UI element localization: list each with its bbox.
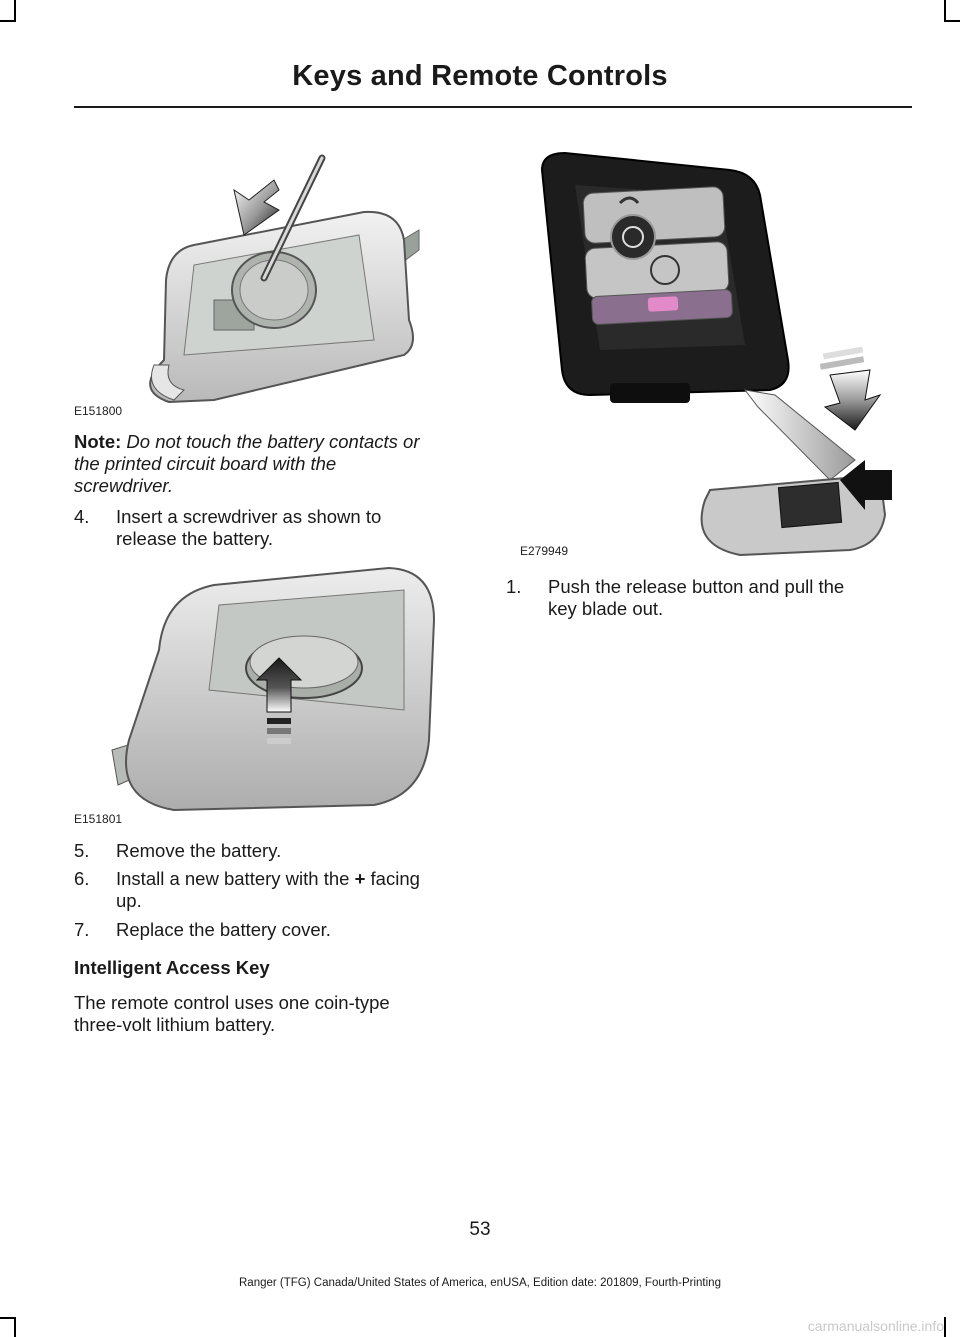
step-number: 7. xyxy=(74,919,90,940)
step-text: release the battery. xyxy=(116,528,273,549)
section-heading: Intelligent Access Key xyxy=(74,957,270,978)
battery-release-illustration xyxy=(104,560,464,820)
note-text: the printed circuit board with the xyxy=(74,453,337,474)
step-text: Install a new battery with the xyxy=(116,868,355,889)
crop-mark xyxy=(14,0,16,20)
step-number: 5. xyxy=(74,840,90,861)
footer-edition: Ranger (TFG) Canada/United States of America, enUSA, Edition date: 201809, Fourth-Printing xyxy=(239,1277,721,1289)
crop-mark xyxy=(0,20,16,22)
step-item xyxy=(506,576,916,622)
figure-fob-screwdriver xyxy=(74,150,474,420)
step-number: 4. xyxy=(74,506,90,527)
figure-id: E151801 xyxy=(74,812,123,826)
step-item xyxy=(74,868,494,914)
crop-mark xyxy=(944,0,946,20)
step-text: Push the release button and pull the xyxy=(548,576,845,597)
step-text: Insert a screwdriver as shown to xyxy=(116,506,382,527)
step-text: Remove the battery. xyxy=(116,840,282,861)
step-item xyxy=(74,506,484,552)
crop-mark xyxy=(944,20,960,22)
step-text: up. xyxy=(116,890,142,911)
fob-screwdriver-illustration xyxy=(74,150,474,420)
note-text: Do not touch the battery contacts or xyxy=(126,431,420,452)
note-label: Note: xyxy=(74,431,122,452)
crop-mark xyxy=(14,1317,16,1337)
body-text: three-volt lithium battery. xyxy=(74,1014,276,1035)
figure-intelligent-key xyxy=(520,145,912,560)
figure-id: E151800 xyxy=(74,404,123,418)
step-item xyxy=(74,919,484,943)
crop-mark xyxy=(0,1317,16,1319)
page-title: Keys and Remote Controls xyxy=(292,60,668,92)
step-number: 1. xyxy=(506,576,522,597)
step-number: 6. xyxy=(74,868,90,889)
header-rule xyxy=(74,106,912,108)
figure-id: E279949 xyxy=(520,544,569,558)
plus-symbol: + xyxy=(354,868,366,889)
intelligent-key-illustration xyxy=(520,145,912,560)
figure-battery-release xyxy=(104,560,464,820)
section-body xyxy=(74,992,484,1036)
step-text: key blade out. xyxy=(548,598,664,619)
step-text: Replace the battery cover. xyxy=(116,919,331,940)
watermark: carmanualsonline.info xyxy=(807,1318,944,1334)
step-item xyxy=(74,840,484,864)
step-text: facing xyxy=(365,868,420,889)
note-paragraph xyxy=(74,431,484,497)
page-number: 53 xyxy=(469,1219,491,1240)
note-text: screwdriver. xyxy=(74,475,174,496)
crop-mark xyxy=(944,1317,946,1337)
body-text: The remote control uses one coin-type xyxy=(74,992,390,1013)
